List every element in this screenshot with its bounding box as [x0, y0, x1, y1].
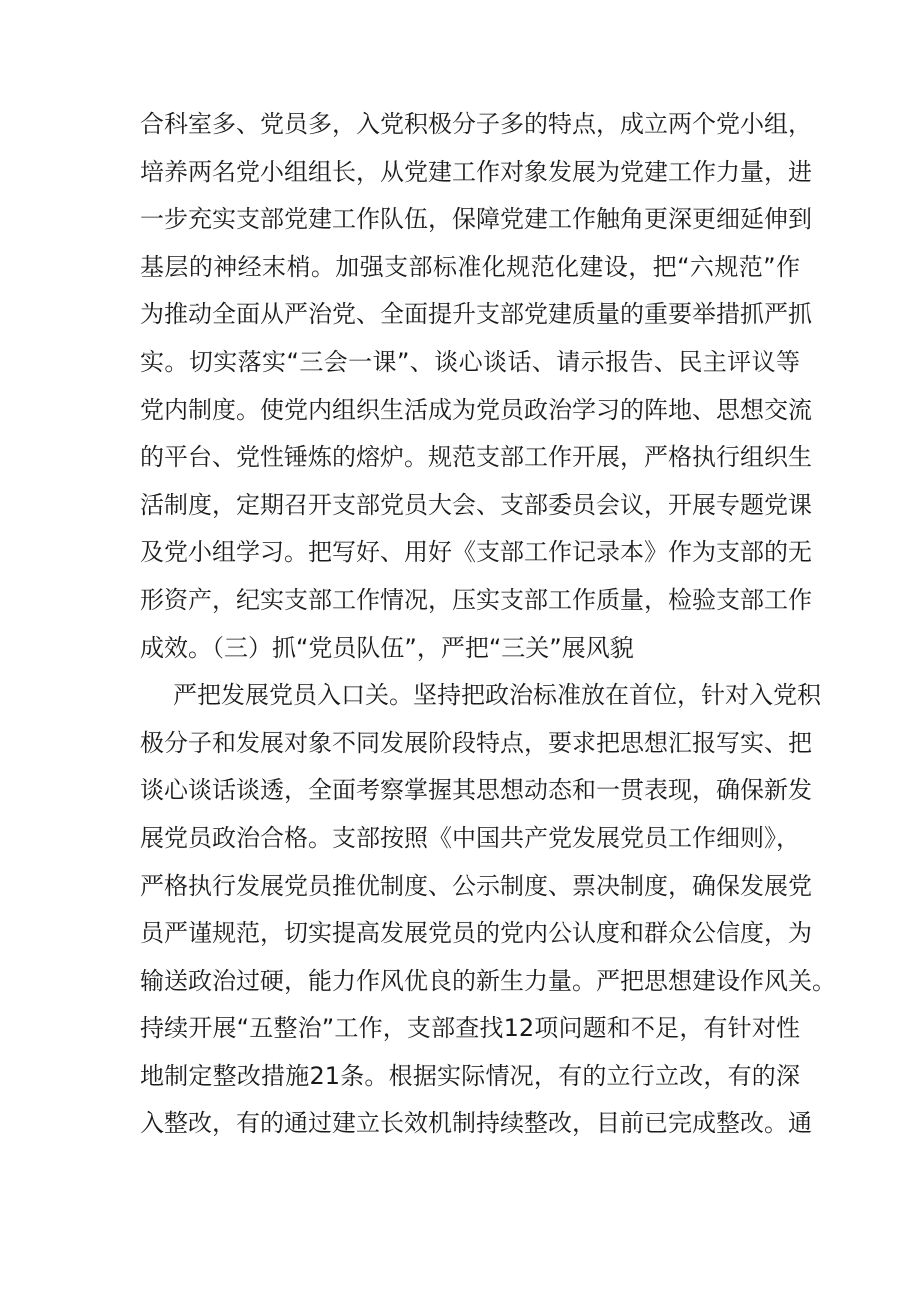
text-line: 地制定整改措施21条。根据实际情况，有的立行立改，有的深 [140, 1061, 800, 1090]
text-line: 成效。（三）抓“党员队伍”，严把“三关”展风貌 [140, 633, 634, 662]
text-line: 合科室多、党员多，入党积极分子多的特点，成立两个党小组， [140, 110, 812, 138]
text-line: 展党员政治合格。支部按照《中国共产党发展党员工作细则》， [140, 823, 800, 852]
text-line: 谈心谈话谈透，全面考察掌握其思想动态和一贯表现，确保新发 [140, 776, 812, 805]
text-line: 员严谨规范，切实提高发展党员的党内公认度和群众公信度，为 [140, 919, 812, 948]
document-body [140, 101, 836, 1148]
text-line: 的平台、党性锤炼的熔炉。规范支部工作开展，严格执行组织生 [140, 443, 812, 472]
text-line: 党内制度。使党内组织生活成为党员政治学习的阵地、思想交流 [140, 395, 812, 424]
text-line: 一步充实支部党建工作队伍，保障党建工作触角更深更细延伸到 [140, 205, 812, 234]
paragraph-1 [140, 101, 812, 672]
text-line: 活制度，定期召开支部党员大会、支部委员会议，开展专题党课 [140, 490, 812, 519]
text-line: 为推动全面从严治党、全面提升支部党建质量的重要举措抓严抓 [140, 300, 812, 329]
text-line: 入整改，有的通过建立长效机制持续整改，目前已完成整改。通 [140, 1109, 812, 1138]
text-line: 严格执行发展党员推优制度、公示制度、票决制度，确保发展党 [140, 871, 812, 900]
text-line: 持续开展“五整治”工作，支部查找12项问题和不足，有针对性 [140, 1014, 800, 1043]
text-line: 形资产，纪实支部工作情况，压实支部工作质量，检验支部工作 [140, 585, 812, 614]
text-line: 实。切实落实“三会一课”、谈心谈话、请示报告、民主评议等 [140, 347, 800, 376]
paragraph-2 [140, 672, 836, 1148]
text-line: 极分子和发展对象不同发展阶段特点，要求把思想汇报写实、把 [140, 728, 812, 757]
text-line: 培养两名党小组组长，从党建工作对象发展为党建工作力量，进 [140, 157, 812, 186]
text-line: 及党小组学习。把写好、用好《支部工作记录本》作为支部的无 [140, 538, 812, 567]
text-line: 输送政治过硬，能力作风优良的新生力量。严把思想建设作风关。 [140, 966, 836, 995]
text-line: 基层的神经末梢。加强支部标准化规范化建设，把“六规范”作 [140, 252, 800, 281]
text-line: 严把发展党员入口关。坚持把政治标准放在首位，针对入党积 [173, 681, 821, 710]
